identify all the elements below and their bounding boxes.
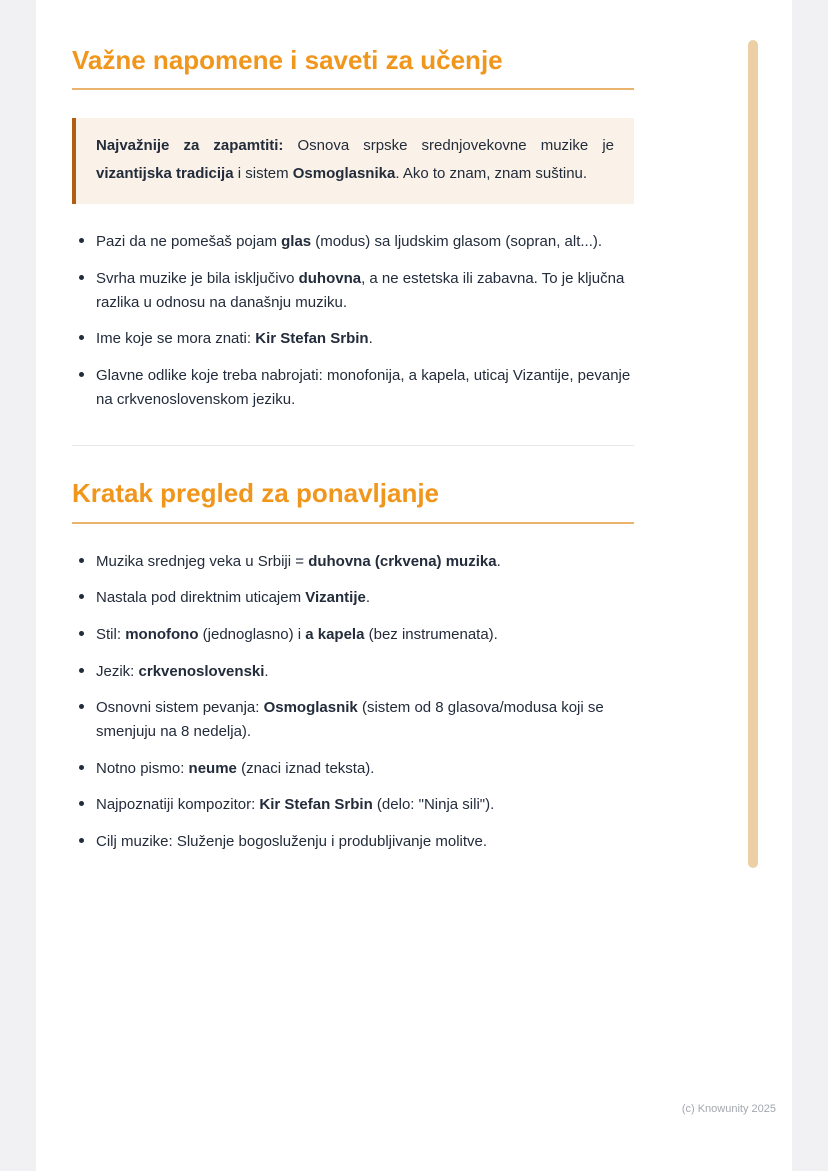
- list-item: Muzika srednjeg veka u Srbiji = duhovna (crkvena) muzika.: [72, 550, 634, 574]
- section-divider: [72, 445, 634, 446]
- list-item: Stil: monofono (jednoglasno) i a kapela (bez instrumenata).: [72, 623, 634, 647]
- list-item: Ime koje se mora znati: Kir Stefan Srbin.: [72, 327, 634, 351]
- highlight-callout: [72, 118, 634, 204]
- list-item: Notno pismo: neume (znaci iznad teksta).: [72, 757, 634, 781]
- callout-text: Najvažnije za zapamtiti: Osnova srpske srednjovekovne muzike je vizantijska tradicija i sistem Osmoglasnika. Ako to znam, znam suštinu.: [96, 137, 614, 183]
- list-item: Pazi da ne pomešaš pojam glas (modus) sa ljudskim glasom (sopran, alt...).: [72, 230, 634, 254]
- summary-bullet-list: [72, 550, 634, 854]
- list-item: Osnovni sistem pevanja: Osmoglasnik (sistem od 8 glasova/modusa koji se smenjuju na 8 nedelja).: [72, 696, 634, 743]
- notes-bullet-list: [72, 230, 634, 411]
- list-item: Nastala pod direktnim uticajem Vizantije.: [72, 586, 634, 610]
- document-content: [72, 0, 634, 867]
- section-title-notes: Važne napomene i saveti za učenje: [72, 0, 634, 90]
- section-title-summary: Kratak pregled za ponavljanje: [72, 478, 634, 523]
- copyright-footer: (c) Knowunity 2025: [681, 1103, 776, 1115]
- list-item: Jezik: crkvenoslovenski.: [72, 660, 634, 684]
- document-page: [36, 0, 792, 1171]
- page-edge-decoration: [748, 40, 758, 868]
- list-item: Cilj muzike: Služenje bogosluženju i produbljivanje molitve.: [72, 830, 634, 854]
- list-item: Glavne odlike koje treba nabrojati: monofonija, a kapela, uticaj Vizantije, pevanje na crkvenoslovenskom jeziku.: [72, 364, 634, 411]
- list-item: Najpoznatiji kompozitor: Kir Stefan Srbin (delo: "Ninja sili").: [72, 793, 634, 817]
- list-item: Svrha muzike je bila isključivo duhovna, a ne estetska ili zabavna. To je ključna razlika u odnosu na današnju muziku.: [72, 267, 634, 314]
